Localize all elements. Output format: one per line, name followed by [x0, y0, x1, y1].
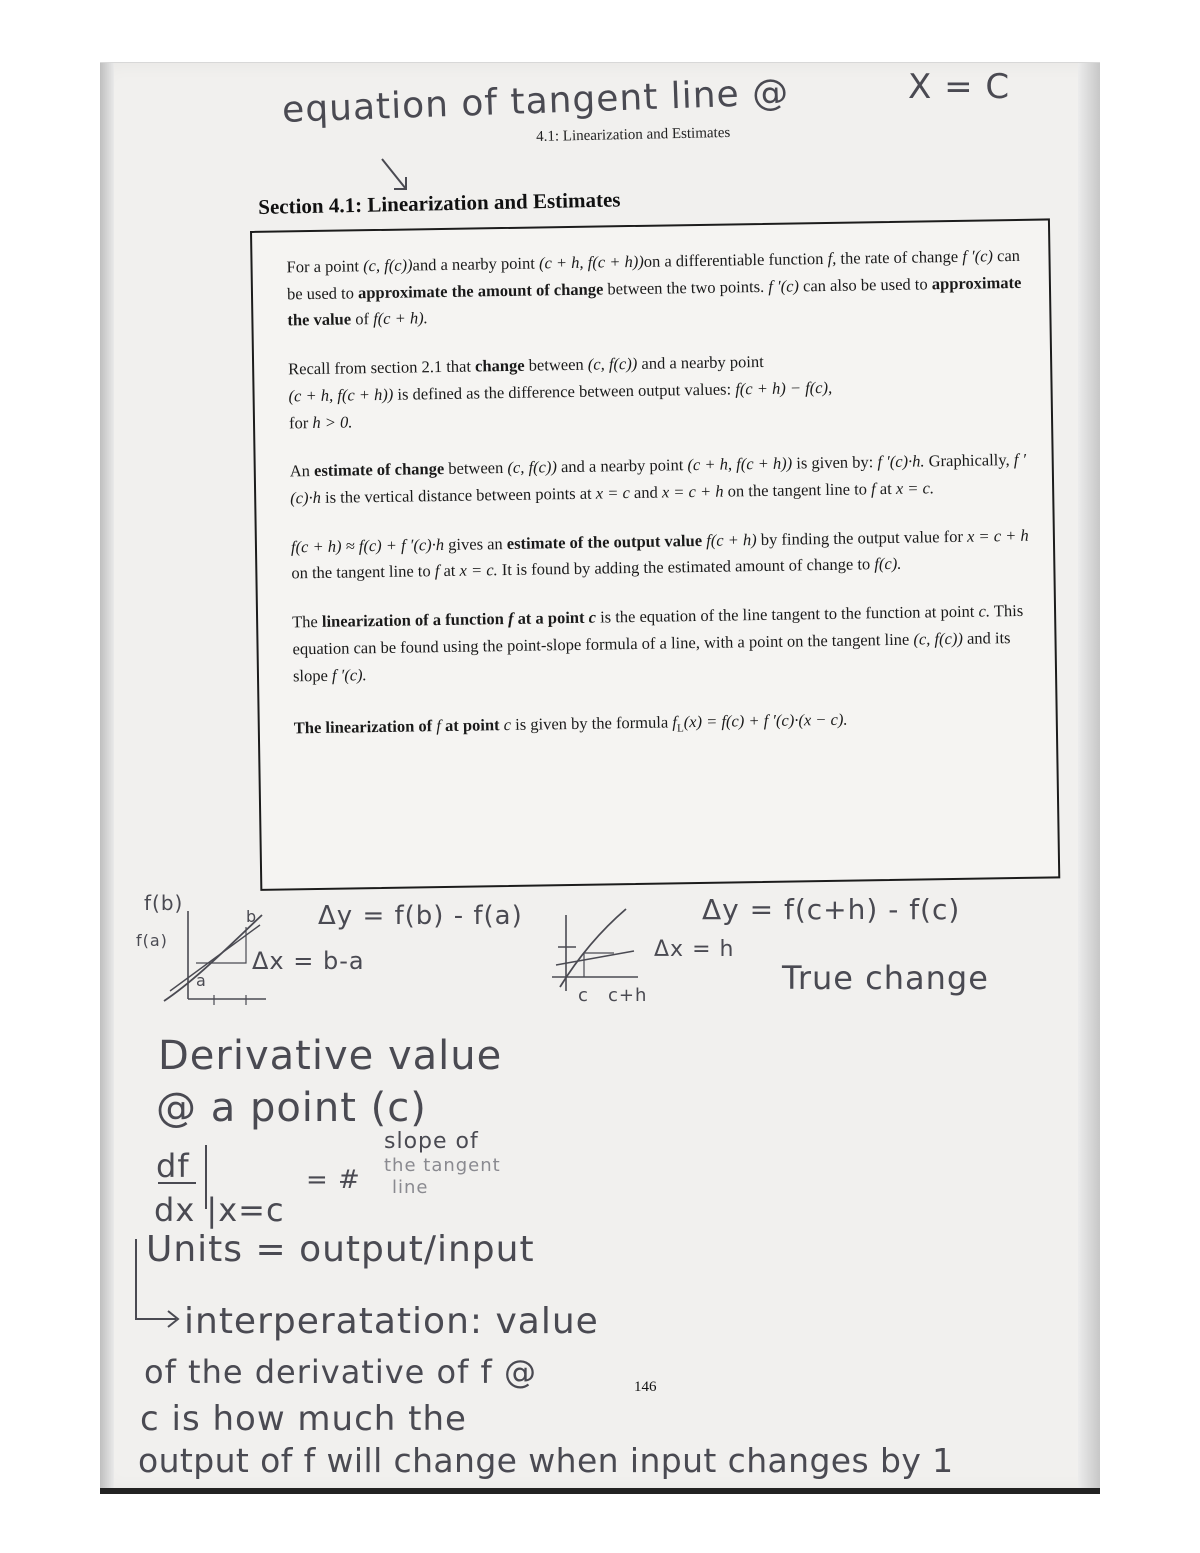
handwritten-equals-number: = #	[306, 1165, 361, 1195]
handwritten-x-equals-c: X = C	[908, 67, 1011, 107]
running-head: 4.1: Linearization and Estimates	[536, 124, 731, 145]
handwritten-at-a-point: @ a point (c)	[156, 1085, 427, 1131]
section-title: Section 4.1: Linearization and Estimates	[258, 187, 621, 219]
handwritten-interpretation-3: c is how much the	[140, 1399, 467, 1439]
handwritten-delta-y-ab: Δy = f(b) - f(a)	[318, 901, 523, 931]
handwritten-df: df	[156, 1147, 190, 1185]
paragraph-approximate: For a point (c, f(c))and a nearby point (c + h, f(c + h))on a differentiable function f, the rate of change f ′(c) can be used to approximate the amount of change between the two points. f ′(c) can also be used to approximate the value of f(c + h).	[286, 245, 1022, 330]
handwritten-delta-x-h: Δx = h	[654, 937, 735, 962]
handwritten-units: Units = output/input	[146, 1229, 535, 1270]
handwritten-the-tangent: the tangent	[384, 1155, 501, 1176]
handwritten-fa: f(a)	[136, 931, 168, 950]
handwritten-b: b	[246, 907, 258, 926]
handwritten-interpretation-4: output of f will change when input changes by 1	[138, 1441, 954, 1480]
paragraph-estimate-of-change: An estimate of change between (c, f(c)) and a nearby point (c + h, f(c + h)) is given by: f ′(c)·h. Graphically, f ′(c)·h is the vertical distance between points at x = c and x = c + h on the tangent line to f at x = c.	[289, 450, 1027, 508]
textbook-page	[100, 62, 1100, 1491]
page-number: 146	[634, 1379, 657, 1395]
handwritten-dx-eval: dx |x=c	[154, 1191, 285, 1229]
paragraph-change: Recall from section 2.1 that change between (c, f(c)) and a nearby point (c + h, f(c + h)) is defined as the difference between output values: f(c + h) − f(c), for h > 0.	[288, 352, 833, 433]
definition-box	[250, 218, 1060, 890]
paragraph-estimate-output: f(c + h) ≈ f(c) + f ′(c)·h gives an estimate of the output value f(c + h) by finding the output value for x = c + h on the tangent line to f at x = c. It is found by adding the estimated amount of change to f(c).	[290, 525, 1029, 583]
handwritten-a: a	[196, 971, 207, 990]
paragraph-linearization: The linearization of a function f at a point c is the equation of the line tangent to the function at point c. This equation can be found using the point-slope formula of a line, with a point on the tangent line (c, f(c)) and its slope f ′(c).	[291, 601, 1024, 686]
handwritten-line: line	[392, 1177, 429, 1198]
handwritten-top-note: equation of tangent line @	[281, 72, 790, 131]
handwritten-interpretation-1: interperatation: value	[184, 1301, 599, 1342]
page-edge-right	[1078, 63, 1100, 1491]
handwritten-slope-of: slope of	[384, 1129, 479, 1154]
handwritten-c: c	[578, 985, 589, 1006]
paragraph-linearization-formula: The linearization of f at point c is given by the formula $f_L(x) = f(c) + f$ ′(c)·(x − c).	[293, 710, 848, 738]
handwritten-delta-y-ch: Δy = f(c+h) - f(c)	[702, 893, 961, 926]
handwritten-fb: f(b)	[144, 891, 184, 915]
handwritten-interpretation-2: of the derivative of f @	[144, 1353, 537, 1391]
page-bottom-edge	[100, 1488, 1100, 1494]
handwritten-derivative-value: Derivative value	[158, 1033, 503, 1079]
page-edge-left	[100, 63, 114, 1491]
handwritten-true-change: True change	[782, 959, 989, 997]
handwritten-delta-x-ab: Δx = b-a	[252, 947, 365, 975]
handwritten-c-plus-h: c+h	[608, 985, 648, 1006]
handwritten-arrow-icon	[376, 155, 416, 197]
